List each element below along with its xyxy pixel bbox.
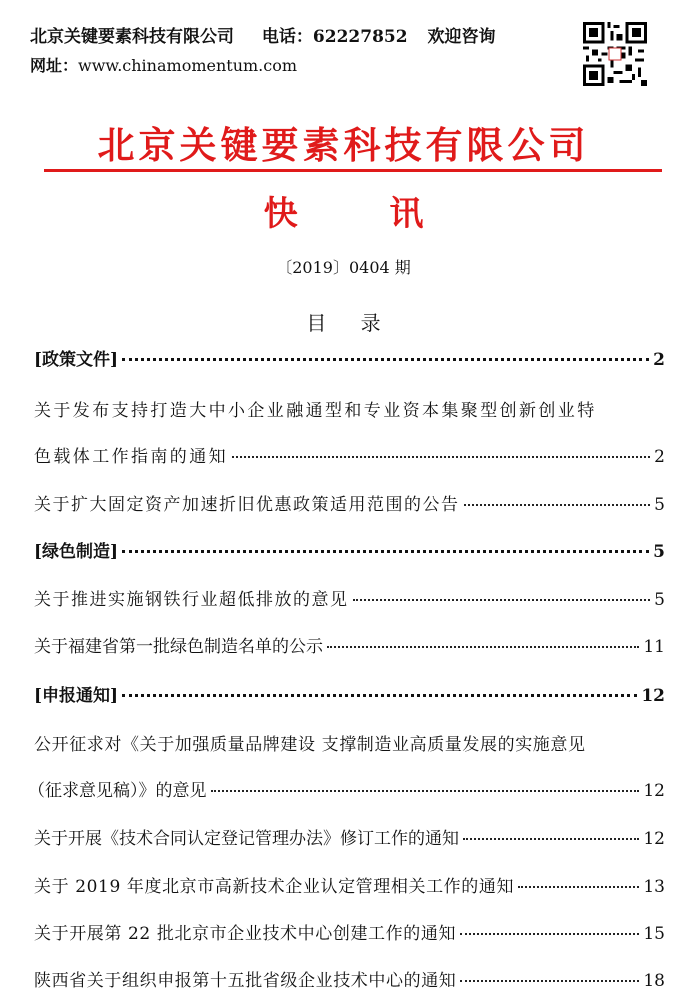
leader-dots bbox=[518, 886, 639, 888]
toc-item-text: 陕西省关于组织申报第十五批省级企业技术中心的通知 bbox=[34, 971, 457, 991]
header-company: 北京关键要素科技有限公司 bbox=[30, 27, 234, 47]
web-label: 网址： bbox=[30, 56, 79, 75]
header-web-line bbox=[30, 53, 297, 76]
leader-dots bbox=[463, 838, 639, 840]
page-number: 13 bbox=[643, 877, 665, 897]
toc-item-text[interactable]: 关于发布支持打造大中小企业融通型和专业资本集聚型创新创业特 bbox=[34, 401, 597, 421]
category-label: [申报通知] bbox=[34, 686, 119, 706]
page-number: 11 bbox=[643, 637, 665, 657]
page-number: 18 bbox=[643, 971, 665, 991]
website-link[interactable]: www.chinamomentum.com bbox=[78, 56, 298, 75]
toc-item-text: 关于开展第 22 批北京市企业技术中心创建工作的通知 bbox=[34, 924, 457, 944]
leader-dots bbox=[353, 599, 651, 601]
page-number: 2 bbox=[653, 350, 665, 370]
toc-item[interactable] bbox=[34, 872, 665, 897]
toc-category-policy[interactable] bbox=[34, 345, 665, 370]
bulletin-title: 快 讯 bbox=[263, 194, 464, 234]
page-number: 5 bbox=[654, 590, 665, 610]
title-divider bbox=[44, 169, 662, 172]
toc-item-text[interactable]: 公开征求对《关于加强质量品牌建设 支撑制造业高质量发展的实施意见 bbox=[34, 735, 586, 755]
toc-item-text: 关于扩大固定资产加速折旧优惠政策适用范围的公告 bbox=[34, 495, 460, 515]
leader-dots bbox=[464, 504, 651, 506]
leader-dots bbox=[232, 456, 650, 458]
toc-item-text: 色载体工作指南的通知 bbox=[34, 447, 228, 467]
phone-label: 电话： bbox=[261, 27, 313, 47]
qr-code-icon bbox=[583, 22, 647, 86]
toc-category-green[interactable] bbox=[34, 537, 665, 562]
leader-dots bbox=[460, 933, 639, 935]
page-number: 2 bbox=[654, 447, 665, 467]
toc-item[interactable] bbox=[34, 632, 665, 657]
toc-item-text: 关于福建省第一批绿色制造名单的公示 bbox=[34, 637, 323, 657]
leader-dots bbox=[460, 980, 639, 982]
company-title: 北京关键要素科技有限公司 bbox=[97, 123, 590, 167]
category-label: [绿色制造] bbox=[34, 542, 119, 562]
leader-dots bbox=[211, 790, 640, 792]
page-number: 5 bbox=[653, 542, 665, 562]
toc-item-text: 关于 2019 年度北京市高新技术企业认定管理相关工作的通知 bbox=[34, 877, 515, 897]
welcome-text: 欢迎咨询 bbox=[427, 27, 496, 47]
page-number: 5 bbox=[654, 495, 665, 515]
toc-item[interactable] bbox=[34, 966, 665, 991]
toc-item-text: 关于推进实施钢铁行业超低排放的意见 bbox=[34, 590, 349, 610]
toc-item[interactable] bbox=[34, 585, 665, 610]
category-label: [政策文件] bbox=[34, 350, 119, 370]
leader-dots bbox=[122, 358, 649, 361]
toc-category-apply[interactable] bbox=[34, 681, 665, 706]
toc-item[interactable] bbox=[34, 442, 665, 467]
page-number: 12 bbox=[641, 686, 665, 706]
page-number: 12 bbox=[643, 781, 665, 801]
header-contact-line bbox=[30, 22, 495, 47]
toc-heading: 目 录 bbox=[306, 311, 395, 335]
phone-number: 62227852 bbox=[312, 27, 408, 47]
toc-item-text: 关于开展《技术合同认定登记管理办法》修订工作的通知 bbox=[34, 829, 459, 849]
toc-item[interactable] bbox=[34, 490, 665, 515]
leader-dots bbox=[122, 694, 637, 697]
page-number: 15 bbox=[643, 924, 665, 944]
leader-dots bbox=[122, 550, 649, 553]
toc-item[interactable] bbox=[28, 776, 665, 801]
toc-item-text: （征求意见稿）》的意见 bbox=[28, 781, 207, 801]
page-number: 12 bbox=[643, 829, 665, 849]
toc-item[interactable] bbox=[34, 824, 665, 849]
leader-dots bbox=[327, 646, 639, 648]
issue-number: 〔2019〕0404 期 bbox=[276, 258, 411, 277]
toc-item[interactable] bbox=[34, 919, 665, 944]
